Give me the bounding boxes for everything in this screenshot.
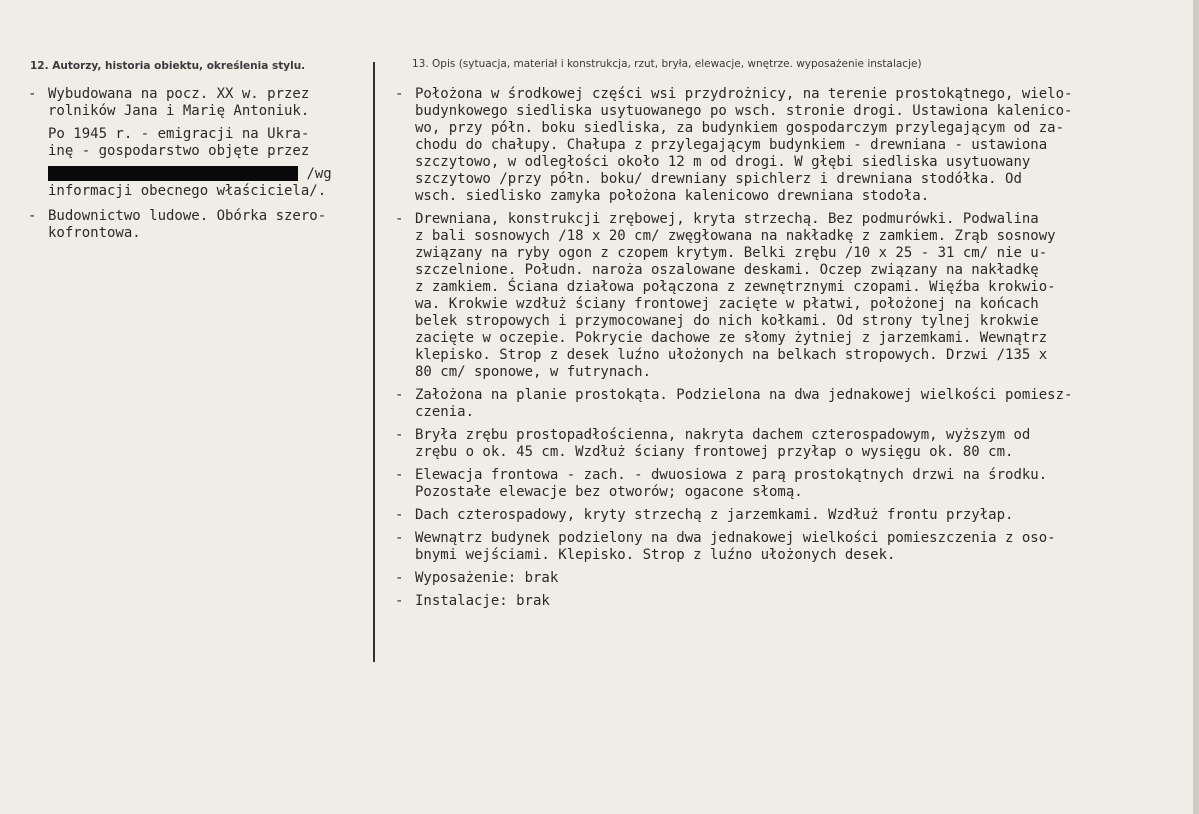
history-text: Wybudowana na pocz. XX w. przez rolników Jana i Marię Antoniuk. [48,86,310,119]
description-item [395,570,1175,587]
bullet-dash: - [395,427,404,443]
description-item [395,467,1175,501]
bullet-dash: - [395,593,404,609]
bullet-dash: - [395,507,404,523]
redacted-suffix: /wg [306,166,332,182]
bullet-dash: - [395,467,404,483]
description-text: Dach czterospadowy, kryty strzechą z jarzemkami. Wzdłuż frontu przyłap. [415,507,1014,523]
redaction-bar [48,166,298,181]
column-divider [373,62,375,662]
history-item [28,86,368,120]
bullet-dash: - [28,208,37,224]
description-text: Założona na planie prostokąta. Podzielona na dwa jednakowej wielkości pomiesz- czenia. [415,387,1073,420]
description-text: Wewnątrz budynek podzielony na dwa jednakowej wielkości pomieszczenia z oso- bnymi wejściami. Klepisko. Strop z luźno ułożonych desek. [415,530,1056,563]
description-column [395,86,1175,616]
description-item [395,507,1175,524]
section-12-header: 12. Autorzy, historia obiektu, określenia stylu. [30,60,306,72]
description-item [395,387,1175,421]
description-text: Wyposażenie: brak [415,570,559,586]
section-13-header: 13. Opis (sytuacja, materiał i konstrukcja, rzut, bryła, elewacje, wnętrze. wyposażenie instalacje) [412,58,922,70]
history-subtext: Po 1945 r. - emigracji na Ukra- inę - gospodarstwo objęte przez [48,126,310,159]
redacted-line [48,166,368,183]
history-tail: informacji obecnego właściciela/. [48,183,327,199]
description-text: Położona w środkowej części wsi przydrożnicy, na terenie prostokątnego, wielo- budynkowego siedliska usytuowanego po wsch. stronie drogi. Ustawiona kalenico- wo, przy półn. boku siedliska, za budynkiem gospodarczym przylegającym od za- chodu do chałupy. Chałupa z przylegającym budynkiem - drewniana - ustawiona szczytowo, w odległości około 12 m od drogi. W głębi siedliska usytuowany szczytowo /przy półn. boku/ drewniany spichlerz i drewniana stodółka. Od wsch. siedlisko zamyka położona kalenicowo drewniana stodoła. [415,86,1073,204]
style-text: Budownictwo ludowe. Obórka szero- kofrontowa. [48,208,327,241]
description-text: Elewacja frontowa - zach. - dwuosiowa z parą prostokątnych drzwi na środku. Pozostałe elewacje bez otworów; ogacone słomą. [415,467,1048,500]
description-text: Instalacje: brak [415,593,550,609]
description-item [395,86,1175,205]
bullet-dash: - [395,387,404,403]
bullet-dash: - [395,530,404,546]
description-text: Drewniana, konstrukcji zrębowej, kryta strzechą. Bez podmurówki. Podwalina z bali sosnowych /18 x 20 cm/ zwęgłowana na nakładkę z zamkiem. Zrąb sosnowy związany na ryby ogon z czopem krytym. Belki zrębu /10 x 25 - 31 cm/ nie u- szczelnione. Połudn. naroża oszalowane deskami. Oczep związany na nakładkę z zamkiem. Ściana działowa połączona z zewnętrznymi czopami. Więźba krokwio- wa. Krokwie wzdłuż ściany frontowej zacięte w płatwi, położonej na końcach belek stropowych i przymocowanej do nich kołkami. Od strony tylnej krokwie zacięte w oczepie. Pokrycie dachowe ze słomy żytniej z jarzemkami. Wewnątrz klepisko. Strop z desek luźno ułożonych na belkach stropowych. Drzwi /135 x 80 cm/ sponowe, w futrynach. [415,211,1056,380]
description-text: Bryła zrębu prostopadłościenna, nakryta dachem czterospadowym, wyższym od zrębu o ok. 45 cm. Wzdłuż ściany frontowej przyłap o wysięgu ok. 80 cm. [415,427,1031,460]
description-item [395,211,1175,381]
style-item [28,208,368,242]
description-item [395,427,1175,461]
description-item [395,530,1175,564]
bullet-dash: - [28,86,37,102]
bullet-dash: - [395,570,404,586]
description-item [395,593,1175,610]
bullet-dash: - [395,86,404,102]
history-column [28,86,368,248]
bullet-dash: - [395,211,404,227]
